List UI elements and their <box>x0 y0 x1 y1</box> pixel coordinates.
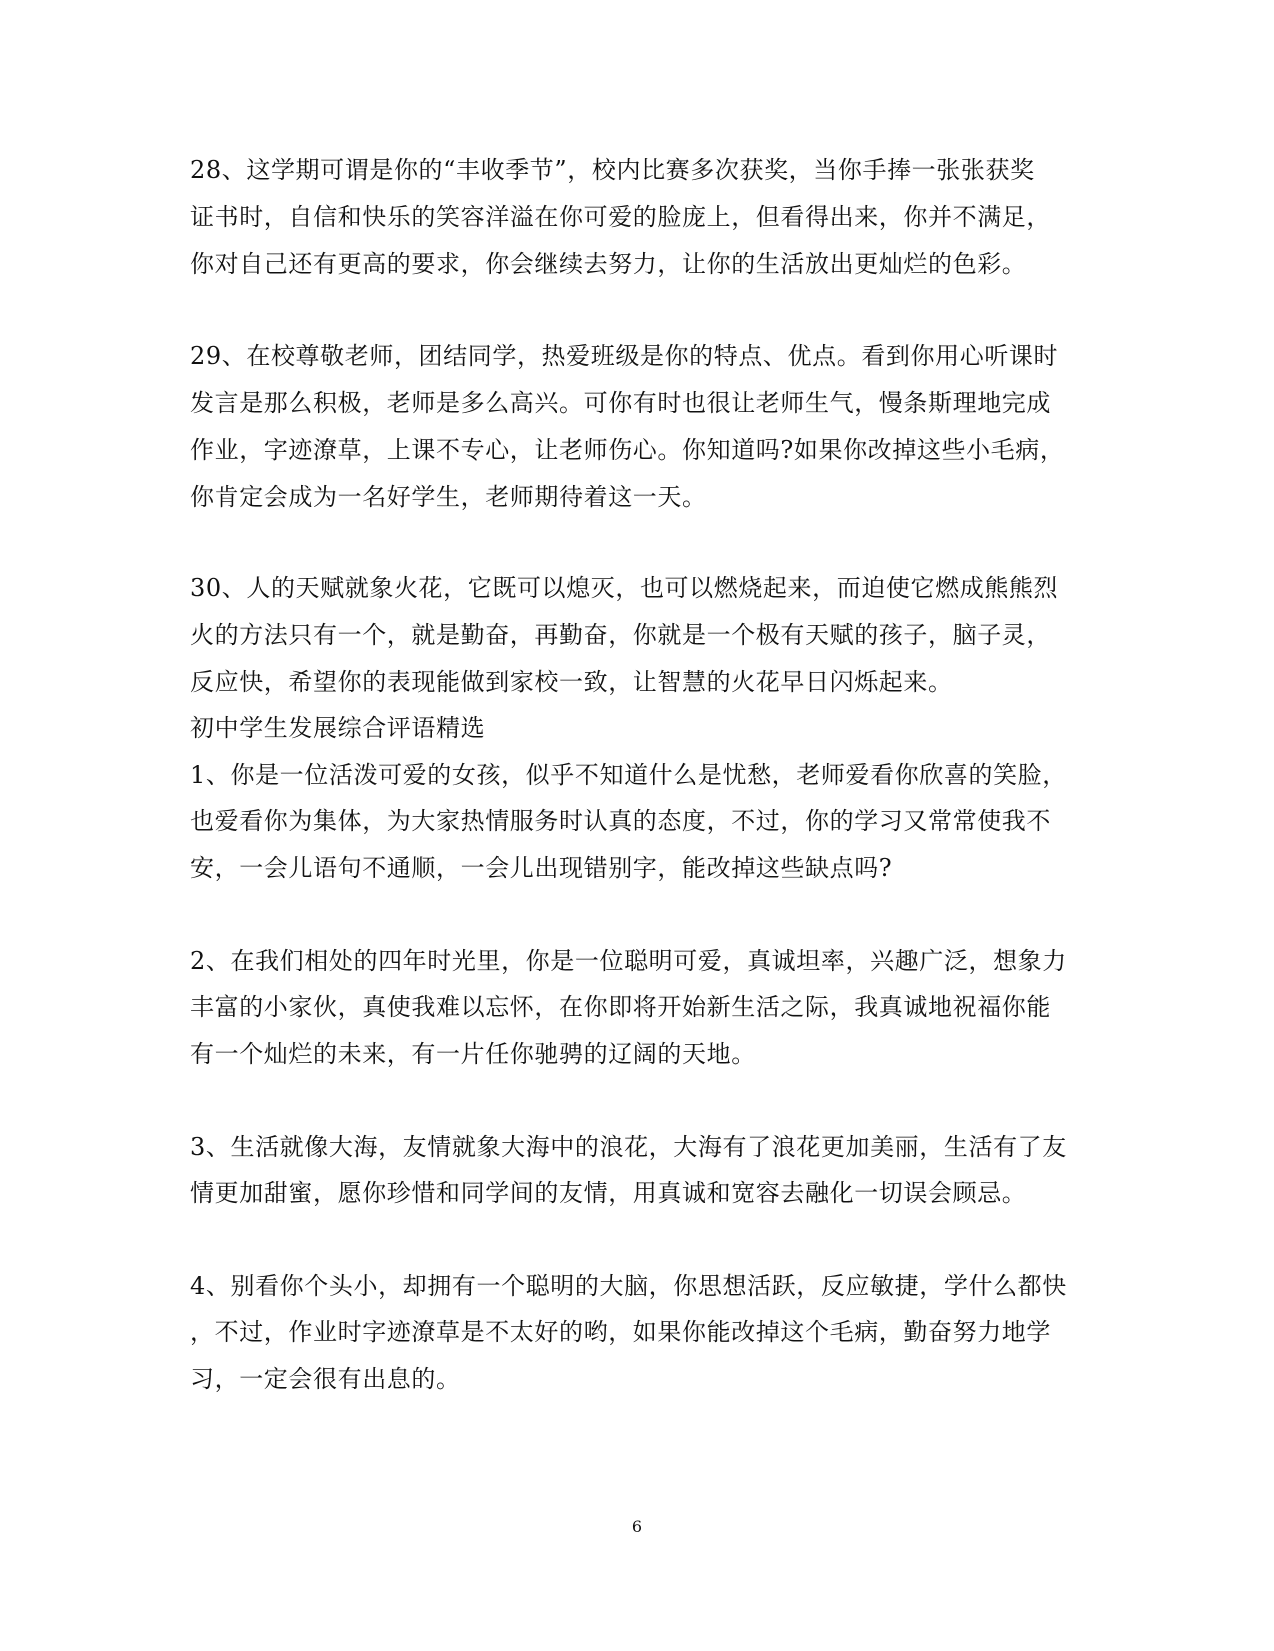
paragraph-1-line-3: 安，一会儿语句不通顺，一会儿出现错别字，能改掉这些缺点吗? <box>190 854 893 882</box>
paragraph-2-line-2: 丰富的小家伙，真使我难以忘怀，在你即将开始新生活之际，我真诚地祝福你能 <box>190 993 1051 1021</box>
paragraph-29-line-4: 你肯定会成为一名好学生，老师期待着这一天。 <box>190 483 707 511</box>
paragraph-1-line-2: 也爱看你为集体，为大家热情服务时认真的态度，不过，你的学习又常常使我不 <box>190 807 1051 835</box>
paragraph-29-line-1: 29、在校尊敬老师，团结同学，热爱班级是你的特点、优点。看到你用心听课时 <box>190 342 1059 370</box>
paragraph-1-line-1: 1、你是一位活泼可爱的女孩，似乎不知道什么是忧愁，老师爱看你欣喜的笑脸， <box>190 761 1067 789</box>
paragraph-3-line-2: 情更加甜蜜，愿你珍惜和同学间的友情，用真诚和宽容去融化一切误会顾忌。 <box>190 1179 1027 1207</box>
paragraph-2-line-1: 2、在我们相处的四年时光里，你是一位聪明可爱，真诚坦率，兴趣广泛，想象力 <box>190 947 1067 975</box>
section-heading: 初中学生发展综合评语精选 <box>190 714 486 742</box>
paragraph-4-line-1: 4、别看你个头小，却拥有一个聪明的大脑，你思想活跃，反应敏捷，学什么都快 <box>190 1272 1067 1300</box>
paragraph-28-line-2: 证书时，自信和快乐的笑容洋溢在你可爱的脸庞上，但看得出来，你并不满足， <box>190 203 1051 231</box>
page-number: 6 <box>631 1517 643 1536</box>
paragraph-29-line-3: 作业，字迹潦草，上课不专心，让老师伤心。你知道吗?如果你改掉这些小毛病， <box>190 436 1065 464</box>
paragraph-29-line-2: 发言是那么积极，老师是多么高兴。可你有时也很让老师生气，慢条斯理地完成 <box>190 389 1051 417</box>
paragraph-28-line-3: 你对自己还有更高的要求，你会继续去努力，让你的生活放出更灿烂的色彩。 <box>190 250 1027 278</box>
paragraph-30-line-3: 反应快，希望你的表现能做到家校一致，让智慧的火花早日闪烁起来。 <box>190 668 953 696</box>
paragraph-2-line-3: 有一个灿烂的未来，有一片任你驰骋的辽阔的天地。 <box>190 1040 756 1068</box>
paragraph-3-line-1: 3、生活就像大海，友情就象大海中的浪花，大海有了浪花更加美丽，生活有了友 <box>190 1133 1067 1161</box>
paragraph-4-line-2: ，不过，作业时字迹潦草是不太好的哟，如果你能改掉这个毛病，勤奋努力地学 <box>190 1318 1051 1346</box>
paragraph-30-line-2: 火的方法只有一个，就是勤奋，再勤奋，你就是一个极有天赋的孩子，脑子灵， <box>190 621 1051 649</box>
paragraph-30-line-1: 30、人的天赋就象火花，它既可以熄灭，也可以燃烧起来，而迫使它燃成熊熊烈 <box>190 574 1059 602</box>
paragraph-28-line-1: 28、这学期可谓是你的“丰收季节”，校内比赛多次获奖，当你手捧一张张获奖 <box>190 156 1035 184</box>
paragraph-4-line-3: 习，一定会很有出息的。 <box>190 1365 461 1393</box>
